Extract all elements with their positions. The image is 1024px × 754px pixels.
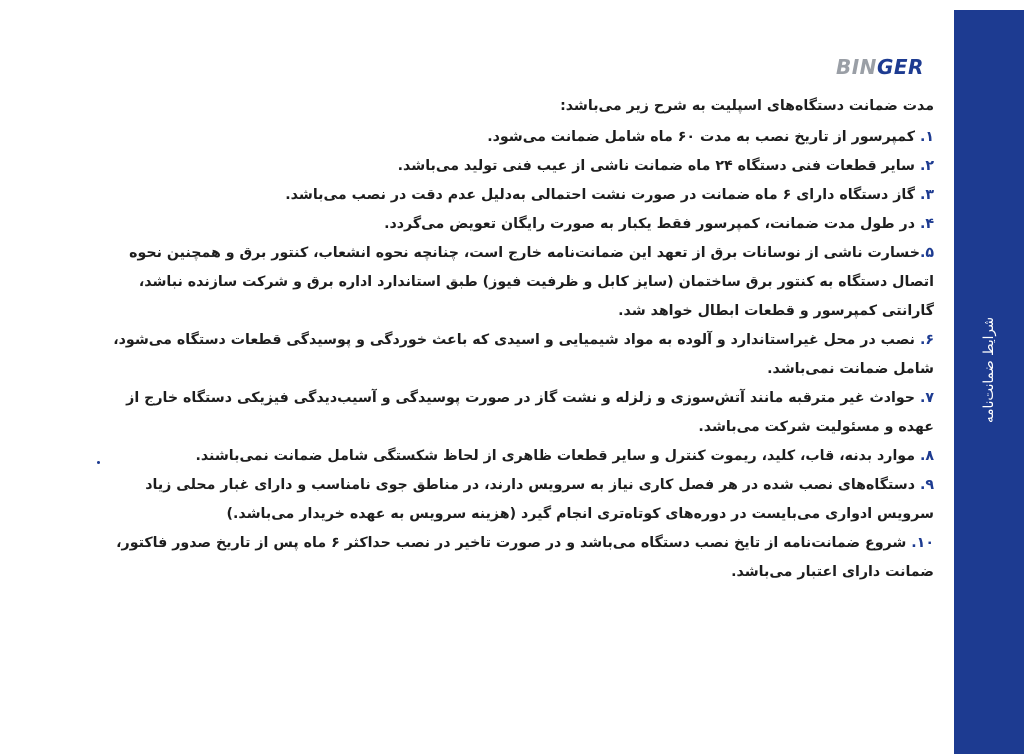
sidebar-band bbox=[954, 10, 1024, 754]
list-item bbox=[98, 442, 934, 471]
item-text: نصب در محل غیراستاندارد و آلوده به مواد شیمیایی و اسیدی که باعث خوردگی و پوسیدگی قطعات دستگاه می‌شود، شامل ضمانت نمی‌باشد. bbox=[113, 332, 934, 377]
sidebar-title: شرایط ضمانت‌نامه bbox=[981, 316, 997, 424]
list-item bbox=[98, 152, 934, 181]
logo-text-part-2: GER bbox=[876, 55, 924, 79]
item-text: دستگاه‌های نصب شده در هر فصل کاری نیاز به سرویس دارند، در مناطق جوی نامناسب و دارای غبار محلی زیاد سرویس ادواری می‌بایست در دوره‌های کوتاه‌تری انجام گیرد (هزینه سرویس به عهده خریدار می‌باشد.) bbox=[145, 477, 934, 522]
warranty-terms bbox=[98, 92, 934, 587]
item-text: در طول مدت ضمانت، کمپرسور فقط یکبار به صورت رایگان تعویض می‌گردد. bbox=[384, 216, 920, 232]
item-text: کمپرسور از تاریخ نصب به مدت ۶۰ ماه شامل ضمانت می‌شود. bbox=[487, 129, 920, 145]
item-text: شروع ضمانت‌نامه از تایخ نصب دستگاه می‌باشد و در صورت تاخیر در نصب حداکثر ۶ ماه پس از تاریخ صدور فاکتور، ضمانت دارای اعتبار می‌باشد. bbox=[116, 535, 934, 580]
decorative-dot bbox=[97, 461, 100, 464]
list-item bbox=[98, 471, 934, 529]
list-item bbox=[98, 239, 934, 326]
item-number: ۷. bbox=[919, 390, 934, 406]
item-number: ۱. bbox=[919, 129, 934, 145]
list-item bbox=[98, 123, 934, 152]
item-text: موارد بدنه، قاب، کلید، ریموت کنترل و سایر قطعات ظاهری از لحاظ شکستگی شامل ضمانت نمی‌باشند. bbox=[195, 448, 920, 464]
item-number: ۶. bbox=[919, 332, 934, 348]
list-item bbox=[98, 210, 934, 239]
item-number: ۸. bbox=[919, 448, 934, 464]
list-item bbox=[98, 326, 934, 384]
item-number: ۲. bbox=[919, 158, 934, 174]
intro-text: مدت ضمانت دستگاه‌های اسپلیت به شرح زیر می‌باشد: bbox=[560, 98, 934, 114]
item-number: ۹. bbox=[919, 477, 934, 493]
item-text: گاز دستگاه دارای ۶ ماه ضمانت در صورت نشت احتمالی به‌دلیل عدم دقت در نصب می‌باشد. bbox=[285, 187, 920, 203]
brand-logo bbox=[836, 55, 924, 79]
item-text: خسارت ناشی از نوسانات برق از تعهد این ضمانت‌نامه خارج است، چنانچه نحوه انشعاب، کنتور برق و همچنین نحوه اتصال دستگاه به کنتور برق ساختمان (سایز کابل و ظرفیت فیوز) طبق استاندارد اداره برق و شرکت سازنده نباشد، گارانتی کمپرسور و قطعات ابطال خواهد شد. bbox=[129, 245, 934, 319]
list-item bbox=[98, 384, 934, 442]
item-text: حوادث غیر مترقبه مانند آتش‌سوزی و زلزله و نشت گاز در صورت پوسیدگی و آسیب‌دیدگی فیزیکی دستگاه خارج از عهده و مسئولیت شرکت می‌باشد. bbox=[126, 390, 934, 435]
list-item bbox=[98, 529, 934, 587]
item-number: ۱۰. bbox=[911, 535, 934, 551]
item-number: ۳. bbox=[919, 187, 934, 203]
item-text: سایر قطعات فنی دستگاه ۲۴ ماه ضمانت ناشی از عیب فنی تولید می‌باشد. bbox=[397, 158, 920, 174]
item-number: ۵. bbox=[919, 245, 934, 261]
logo-text-part-1: BIN bbox=[836, 55, 877, 79]
item-number: ۴. bbox=[919, 216, 934, 232]
list-item bbox=[98, 181, 934, 210]
